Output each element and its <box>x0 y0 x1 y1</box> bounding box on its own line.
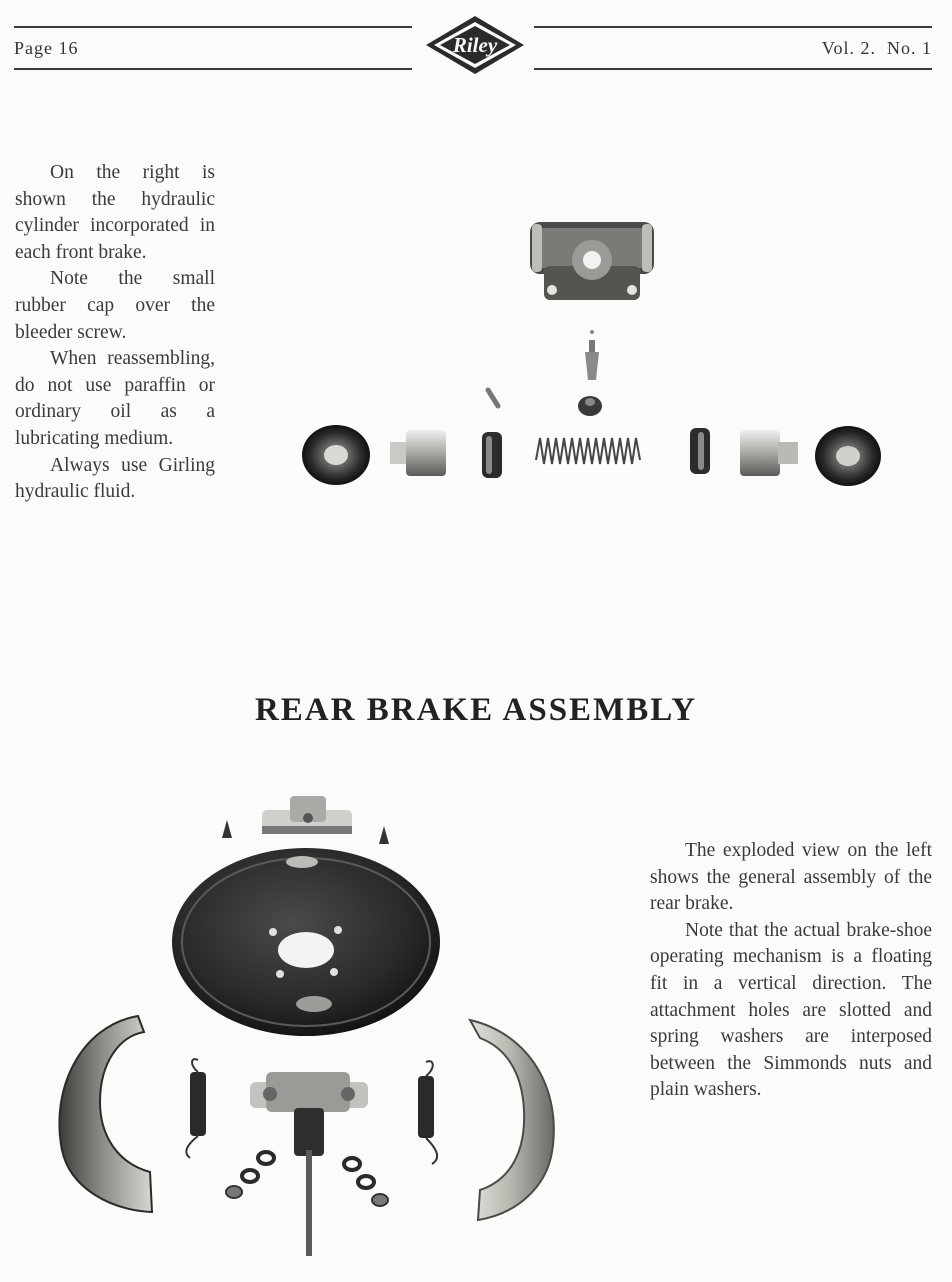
shoe-spring-left <box>186 1059 206 1158</box>
brake-shoe-left <box>59 1016 152 1212</box>
intro-paragraph: Note the small rubber cap over the bleeder screw. <box>15 268 215 343</box>
seal-left <box>482 432 502 478</box>
brake-shoe-right <box>470 1020 554 1220</box>
header-rule-bottom-right <box>534 68 932 70</box>
washers-left <box>226 1152 274 1198</box>
rear-brake-photo <box>40 790 580 1260</box>
page-number: Page 16 <box>14 38 79 58</box>
dust-cover-left <box>302 425 370 485</box>
rear-brake-paragraph: The exploded view on the left shows the general assembly of the rear brake. <box>650 840 932 915</box>
rear-brake-paragraph: Note that the actual brake-shoe operating mechanism is a floating fit in a vertical direction. The attachment holes are slotted and spring washers are interposed between the Simmonds nuts and plain washers. <box>650 919 932 1101</box>
washers-right <box>344 1158 388 1206</box>
dust-cover-right <box>815 426 881 486</box>
volume-issue: Vol. 2. No. 1 <box>821 38 932 58</box>
small-pin <box>488 390 498 406</box>
section-title: REAR BRAKE ASSEMBLY <box>254 692 698 728</box>
svg-text:Riley: Riley <box>452 33 498 57</box>
header-rule-top-left <box>14 26 412 28</box>
intro-paragraph: On the right is shown the hydraulic cylinder incorporated in each front brake. <box>15 162 215 263</box>
intro-text <box>15 160 215 506</box>
shoe-spring-right <box>418 1061 437 1164</box>
rear-brake-text <box>650 838 932 1104</box>
adjuster-nut-right <box>379 826 389 844</box>
adjuster-nut-left <box>222 820 232 838</box>
intro-paragraph: When reassembling, do not use paraffin or ordinary oil as a lubricating medium. <box>15 348 215 449</box>
bleeder-screw <box>585 330 599 380</box>
intro-paragraph: Always use Girling hydraulic fluid. <box>15 454 215 503</box>
adjuster-unit <box>262 796 352 834</box>
header-rule-bottom-left <box>14 68 412 70</box>
piston-right <box>740 430 798 476</box>
backing-plate <box>172 848 440 1036</box>
hydraulic-cylinder-photo <box>300 210 890 500</box>
return-spring <box>536 438 640 464</box>
seal-right <box>690 428 710 474</box>
cylinder-body <box>530 222 654 300</box>
bleeder-cap <box>578 396 602 416</box>
piston-left <box>390 430 446 476</box>
riley-logo <box>424 14 526 76</box>
header-rule-top-right <box>534 26 932 28</box>
